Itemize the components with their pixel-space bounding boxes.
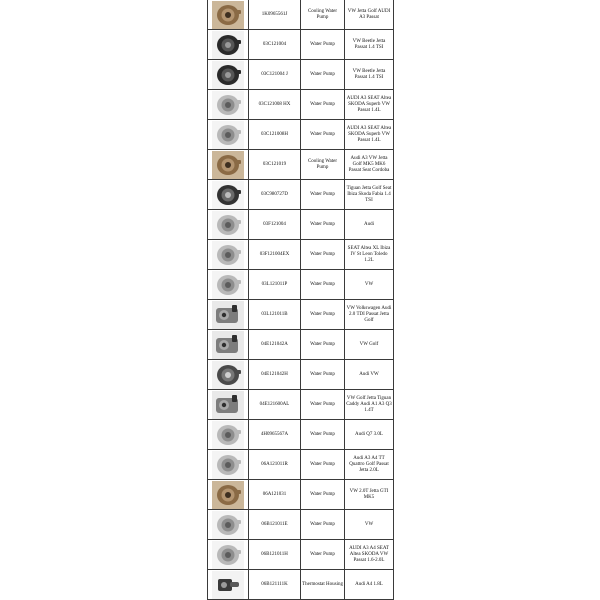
vehicle-application: Tiguan Jetta Golf Seat Ibiza Skoda Fabia 1.4 TSI	[345, 180, 394, 210]
table-row	[208, 480, 394, 510]
pump-assembly-icon	[212, 301, 244, 329]
table-row	[208, 420, 394, 450]
product-photo-cell	[208, 0, 249, 30]
pump-silver-icon	[212, 271, 244, 299]
part-number: 03C121004	[249, 30, 301, 60]
part-number: 1K0965561J	[249, 0, 301, 30]
product-photo-cell	[208, 30, 249, 60]
table-row	[208, 330, 394, 360]
vehicle-application: Audi A3 A4 TT Quattro Golf Passat Jetta 2.0L	[345, 450, 394, 480]
thermostat-housing-icon	[212, 571, 244, 599]
table-row	[208, 240, 394, 270]
part-number: 03C121004 J	[249, 60, 301, 90]
vehicle-application: Audi	[345, 210, 394, 240]
product-photo-cell	[208, 270, 249, 300]
vehicle-application: AUDI A3 SEAT Altea SKODA Superb VW Passat 1.4L	[345, 120, 394, 150]
part-number: 04E121600AL	[249, 390, 301, 420]
product-photo-cell	[208, 390, 249, 420]
table-row	[208, 180, 394, 210]
part-number: 03C121008H	[249, 120, 301, 150]
vehicle-application: VW Beetle Jetta Passat 1.4 TSI	[345, 30, 394, 60]
product-type: Water Pump	[301, 390, 345, 420]
table-row	[208, 510, 394, 540]
product-photo-cell	[208, 450, 249, 480]
pump-silver-icon	[212, 421, 244, 449]
vehicle-application: Audi A3 VW Jetta Golf MK5 MK6 Passat Seat Cordoba	[345, 150, 394, 180]
pump-black-round-icon	[212, 31, 244, 59]
product-type: Thermostat Housing	[301, 570, 345, 600]
table-row	[208, 120, 394, 150]
part-number: 06A121011R	[249, 450, 301, 480]
pump-silver-icon	[212, 241, 244, 269]
product-photo-cell	[208, 240, 249, 270]
vehicle-application: Audi A4 1.8L	[345, 570, 394, 600]
table-row	[208, 300, 394, 330]
product-photo-cell	[208, 180, 249, 210]
table-row	[208, 150, 394, 180]
part-number: 06B121111K	[249, 570, 301, 600]
product-type: Water Pump	[301, 120, 345, 150]
table-row	[208, 30, 394, 60]
vehicle-application: Audi Q7 3.0L	[345, 420, 394, 450]
vehicle-application: SEAT Altea XL Ibiza IV St Leon Toledo 1.2L	[345, 240, 394, 270]
table-row	[208, 0, 394, 30]
product-type: Water Pump	[301, 300, 345, 330]
product-type: Water Pump	[301, 480, 345, 510]
part-number: 03C121019	[249, 150, 301, 180]
vehicle-application: VW Beetle Jetta Passat 1.4 TSI	[345, 60, 394, 90]
product-type: Water Pump	[301, 90, 345, 120]
product-type: Water Pump	[301, 510, 345, 540]
product-type: Water Pump	[301, 450, 345, 480]
part-number: 03L121011B	[249, 300, 301, 330]
pump-assembly-icon	[212, 391, 244, 419]
vehicle-application: AUDI A3 SEAT Altea SKODA Superb VW Passat 1.4L	[345, 90, 394, 120]
part-number: 03F121004	[249, 210, 301, 240]
table-row	[208, 90, 394, 120]
product-photo-cell	[208, 60, 249, 90]
part-number: 03C980727D	[249, 180, 301, 210]
pump-silver-icon	[212, 121, 244, 149]
part-number: 03L121011P	[249, 270, 301, 300]
pump-assembly-icon	[212, 331, 244, 359]
pump-silver-icon	[212, 451, 244, 479]
product-photo-cell	[208, 150, 249, 180]
parts-table	[207, 0, 394, 600]
product-photo-cell	[208, 330, 249, 360]
product-type: Water Pump	[301, 360, 345, 390]
vehicle-application: VW	[345, 510, 394, 540]
product-photo-cell	[208, 480, 249, 510]
product-type: Water Pump	[301, 540, 345, 570]
part-number: 06A121031	[249, 480, 301, 510]
product-photo-cell	[208, 210, 249, 240]
part-number: 06B121011E	[249, 510, 301, 540]
product-photo-cell	[208, 300, 249, 330]
product-type: Water Pump	[301, 60, 345, 90]
product-photo-cell	[208, 120, 249, 150]
vehicle-application: VW Volkswagen Audi 2.0 TDI Passat Jetta Golf	[345, 300, 394, 330]
vehicle-application: VW Jetta Golf AUDI A3 Passat	[345, 0, 394, 30]
pump-dark-icon	[212, 361, 244, 389]
product-type: Water Pump	[301, 180, 345, 210]
product-type: Water Pump	[301, 240, 345, 270]
pump-silver-icon	[212, 91, 244, 119]
pump-black-round-icon	[212, 61, 244, 89]
vehicle-application: AUDI A3 A4 SEAT Altea SKODA VW Passat 1.6-2.0L	[345, 540, 394, 570]
pump-silver-icon	[212, 511, 244, 539]
pump-bronze-icon	[212, 151, 244, 179]
pump-silver-icon	[212, 211, 244, 239]
product-type: Water Pump	[301, 30, 345, 60]
vehicle-application: VW Golf	[345, 330, 394, 360]
table-row	[208, 60, 394, 90]
part-number: 04E121042H	[249, 360, 301, 390]
part-number: 4H0965567A	[249, 420, 301, 450]
pump-black-icon	[212, 181, 244, 209]
part-number: 03C121008 HX	[249, 90, 301, 120]
table-row	[208, 270, 394, 300]
product-photo-cell	[208, 360, 249, 390]
vehicle-application: Audi VW	[345, 360, 394, 390]
pump-bronze-icon	[212, 1, 244, 29]
part-number: 03F121004EX	[249, 240, 301, 270]
table-row	[208, 360, 394, 390]
part-number: 04E121042A	[249, 330, 301, 360]
parts-table-body	[208, 0, 394, 600]
pump-bronze-icon	[212, 481, 244, 509]
product-type: Water Pump	[301, 330, 345, 360]
table-row	[208, 390, 394, 420]
table-row	[208, 570, 394, 600]
table-row	[208, 450, 394, 480]
table-row	[208, 540, 394, 570]
product-photo-cell	[208, 570, 249, 600]
part-number: 06B121011H	[249, 540, 301, 570]
product-type: Water Pump	[301, 420, 345, 450]
product-type: Cooling Water Pump	[301, 150, 345, 180]
product-photo-cell	[208, 90, 249, 120]
product-type: Water Pump	[301, 270, 345, 300]
product-type: Cooling Water Pump	[301, 0, 345, 30]
pump-silver-icon	[212, 541, 244, 569]
product-photo-cell	[208, 510, 249, 540]
vehicle-application: VW 2.0T Jetta GTI MK5	[345, 480, 394, 510]
product-type: Water Pump	[301, 210, 345, 240]
product-photo-cell	[208, 540, 249, 570]
product-photo-cell	[208, 420, 249, 450]
table-row	[208, 210, 394, 240]
vehicle-application: VW	[345, 270, 394, 300]
vehicle-application: VW Golf Jetta Tiguan Caddy Audi A1 A3 Q3 1.4T	[345, 390, 394, 420]
